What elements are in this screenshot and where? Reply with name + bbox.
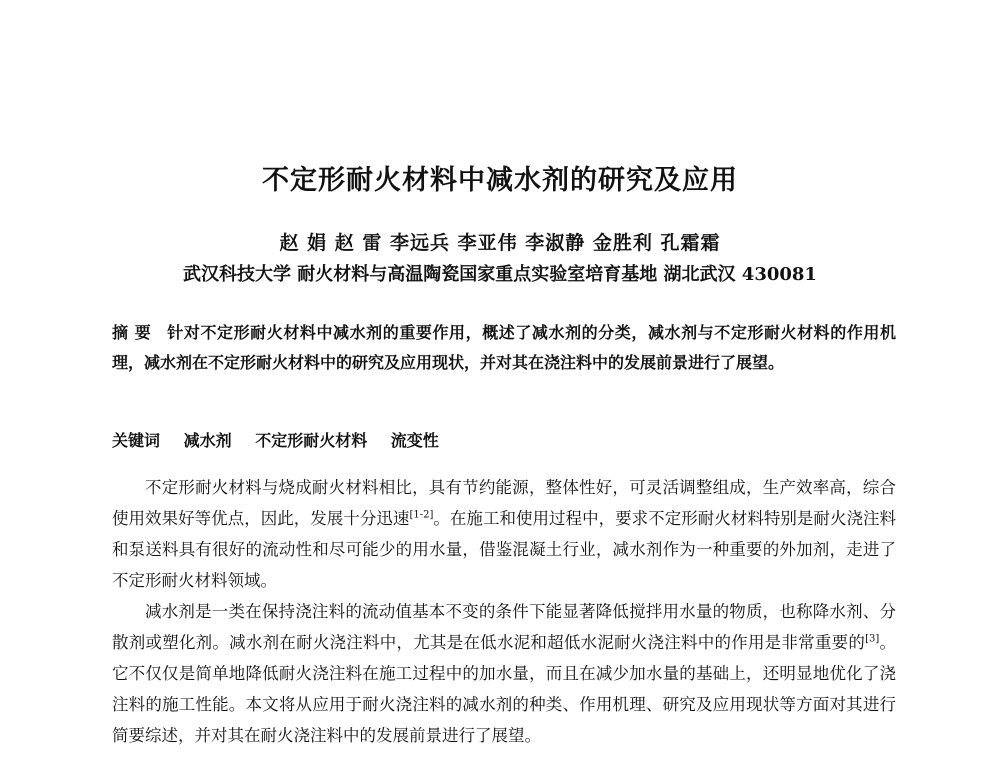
paper-title: 不定形耐火材料中减水剂的研究及应用 [262,165,738,196]
body-paragraph-2 [112,596,896,751]
citation-ref: [1-2] [409,509,434,521]
keyword-item: 流变性 [390,431,439,450]
citation-ref: [3] [865,633,880,645]
keywords [112,426,896,456]
paragraph-text: 不定形耐火材料与烧成耐火材料相比，具有节约能源，整体性好，可灵活调整组成，生产效率高，综合使用效果好等优点，因此，发展十分迅速 [112,478,896,528]
paragraph-text: 。它不仅仅是简单地降低耐火浇注料在施工过程中的加水量，而且在减少加水量的基础上，还明显地优化了浇注料的施工性能。本文将从应用于耐火浇注料的减水剂的种类、作用机理、研究及应用现状等方面对其进行简要综述，并对其在耐火浇注料中的发展前景进行了展望。 [112,633,897,745]
keyword-item: 减水剂 [183,431,232,450]
body-text [112,472,896,751]
author-affiliation: 武汉科技大学 耐火材料与高温陶瓷国家重点实验室培育基地 湖北武汉 430081 [183,264,817,285]
paragraph-text: 减水剂是一类在保持浇注料的流动值基本不变的条件下能显著降低搅拌用水量的物质，也称降水剂、分散剂或塑化剂。减水剂在耐火浇注料中，尤其是在低水泥和超低水泥耐火浇注料中的作用是非常重要的 [112,602,896,652]
paragraph-text: 。在施工和使用过程中，要求不定形耐火材料特别是耐火浇注料和泵送料具有很好的流动性和尽可能少的用水量，借鉴混凝土行业，减水剂作为一种重要的外加剂，走进了不定形耐火材料领域。 [112,509,897,590]
keyword-item: 不定形耐火材料 [255,431,368,450]
abstract [112,318,896,378]
abstract-label: 摘 要 [112,323,152,342]
author-list: 赵 娟 赵 雷 李远兵 李亚伟 李淑静 金胜利 孔霜霜 [279,232,721,254]
keywords-label: 关键词 [112,431,161,450]
body-paragraph-1 [112,472,896,596]
abstract-text: 针对不定形耐火材料中减水剂的重要作用，概述了减水剂的分类，减水剂与不定形耐火材料的作用机理，减水剂在不定形耐火材料中的研究及应用现状，并对其在浇注料中的发展前景进行了展望。 [112,323,896,372]
